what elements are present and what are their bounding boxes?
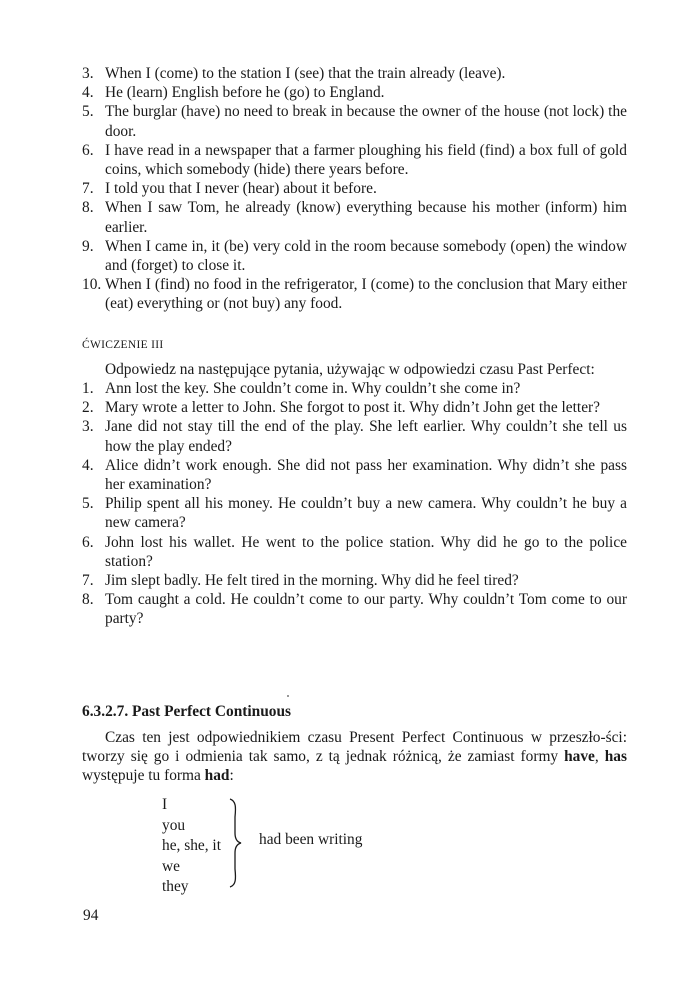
exercise-2-list [82, 64, 627, 314]
list-item: 8. Tom caught a cold. He couldn’t come to our party. Why couldn’t Tom come to our party? [82, 591, 627, 628]
pronoun: he, she, it [162, 837, 221, 854]
bold-had: had [204, 767, 230, 785]
list-item: 3. Jane did not stay till the end of the play. She left earlier. Why couldn’t she tell us how the play ended? [82, 418, 627, 455]
pronoun: I [162, 796, 168, 813]
bold-has: has [604, 748, 627, 766]
pronoun-column [162, 795, 221, 898]
exercise-3-instructions: Odpowiedz na następujące pytania, używając w odpowiedzi czasu Past Perfect: [105, 361, 595, 378]
right-brace-icon [226, 797, 246, 889]
verb-form: had been writing [259, 831, 363, 848]
list-item: 10. When I (find) no food in the refrigerator, I (come) to the conclusion that Mary either (eat) everything or (not buy) any food. [82, 276, 627, 313]
list-item: 7. I told you that I never (hear) about it before. [82, 180, 377, 198]
section-title: 6.3.2.7. Past Perfect Continuous [82, 703, 292, 720]
list-item: 4. Alice didn’t work enough. She did not pass her examination. Why didn’t she pass her examination? [82, 456, 627, 494]
list-item: 4. He (learn) English before he (go) to England. [82, 84, 385, 102]
page-number: 94 [83, 907, 99, 924]
list-item: 1. Ann lost the key. She couldn’t come in. Why couldn’t she come in? [82, 380, 521, 397]
list-item: 2. Mary wrote a letter to John. She forgot to post it. Why didn’t John get the letter? [82, 399, 600, 417]
list-item: 6. John lost his wallet. He went to the police station. Why did he go to the police station? [82, 533, 627, 570]
exercise-3-heading: ĆWICZENIE III [82, 339, 164, 351]
print-speck [287, 695, 289, 697]
list-item: 8. When I saw Tom, he already (know) everything because his mother (inform) him earlier. [82, 199, 627, 236]
list-item: 7. Jim slept badly. He felt tired in the morning. Why did he feel tired? [82, 572, 519, 590]
exercise-3-list [82, 379, 627, 629]
list-item: 6. I have read in a newspaper that a farmer ploughing his field (find) a box full of gold coins, which somebody (hide) there years before. [82, 141, 627, 179]
bold-have: have [564, 748, 595, 766]
list-item: 3. When I (come) to the station I (see) that the train already (leave). [82, 65, 506, 82]
pronoun: they [162, 878, 189, 895]
list-item: 5. Philip spent all his money. He couldn’t buy a new camera. Why couldn’t he buy a new camera? [82, 495, 627, 532]
pronoun: we [162, 857, 180, 875]
section-paragraph: Czas ten jest odpowiednikiem czasu Present Perfect Continuous w przeszło-ści: tworzy się go i odmienia tak samo, z tą jednak różnicą, że zamiast formy have, has występuje tu forma had: [82, 729, 627, 785]
list-item: 9. When I came in, it (be) very cold in the room because somebody (open) the window and (forget) to close it. [82, 237, 627, 275]
list-item: 5. The burglar (have) no need to break in because the owner of the house (not lock) the door. [82, 103, 627, 140]
pronoun: you [162, 816, 186, 834]
